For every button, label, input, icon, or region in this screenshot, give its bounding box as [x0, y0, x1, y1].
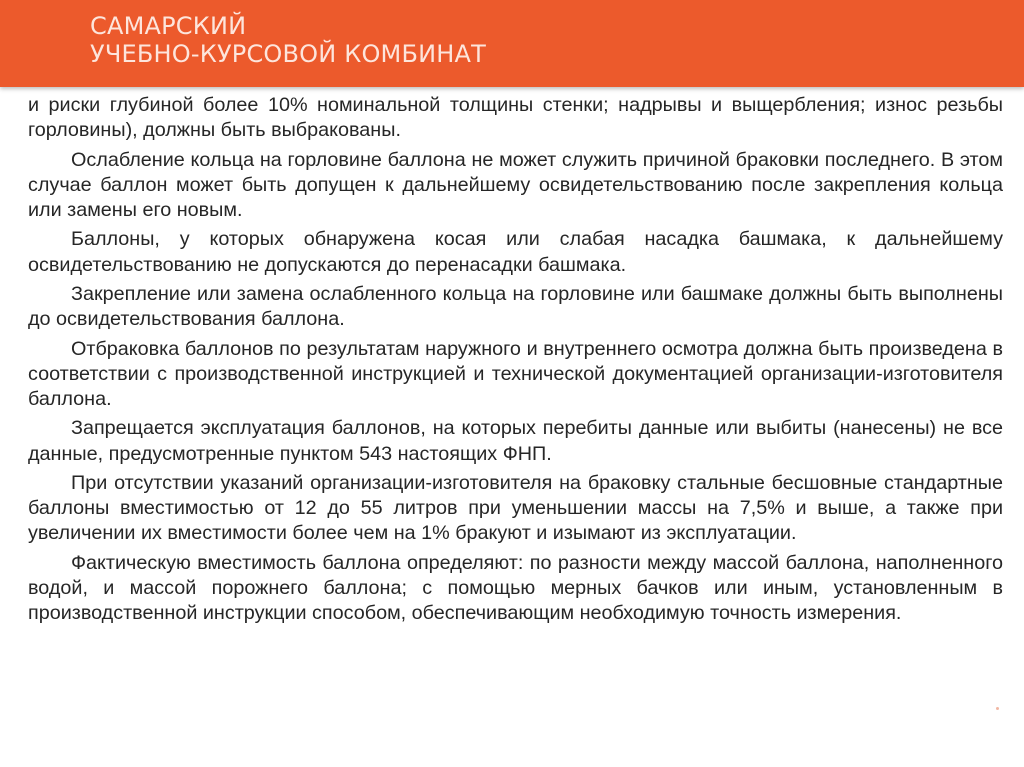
paragraph-8: Фактическую вместимость баллона определяют: по разности между массой баллона, наполненного водой, и массой порожнего баллона; с помощью мерных бачков или иным, установленным в производственной инструкции способом, обеспечивающим необходимую точность измерения.: [28, 551, 1003, 625]
decorative-dot: [996, 707, 999, 710]
organization-name-line-1: САМАРСКИЙ: [90, 12, 247, 40]
paragraph-6: Запрещается эксплуатация баллонов, на которых перебиты данные или выбиты (нанесены) не все данные, предусмотренные пунктом 543 настоящих ФНП.: [28, 417, 1003, 465]
paragraph-2: Ослабление кольца на горловине баллона не может служить причиной браковки последнего. В этом случае баллон может быть допущен к дальнейшему освидетельствованию после закрепления кольца или замены его новым.: [28, 148, 1003, 221]
paragraph-1: и риски глубиной более 10% номинальной толщины стенки; надрывы и выщербления; износ резьбы горловины), должны быть выбракованы.: [28, 94, 1003, 142]
organization-name: [90, 12, 486, 68]
paragraph-7: При отсутствии указаний организации-изготовителя на браковку стальные бесшовные стандартные баллоны вместимостью от 12 до 55 литров при уменьшении массы на 7,5% и выше, а также при увеличении их вместимости более чем на 1% бракуют и изымают из эксплуатации.: [28, 471, 1003, 545]
paragraph-4: Закрепление или замена ослабленного кольца на горловине или башмаке должны быть выполнены до освидетельствования баллона.: [28, 282, 1003, 331]
organization-name-line-2: УЧЕБНО-КУРСОВОЙ КОМБИНАТ: [90, 40, 487, 68]
paragraph-3: Баллоны, у которых обнаружена косая или слабая насадка башмака, к дальнейшему освидетельствованию не допускаются до перенасадки башмака.: [28, 228, 1003, 276]
slide-header: [0, 0, 1024, 87]
paragraph-5: Отбраковка баллонов по результатам наружного и внутреннего осмотра должна быть произведена в соответствии с производственной инструкцией и технической документацией организации-изготовителя баллона.: [28, 337, 1003, 410]
body-text: [28, 93, 1003, 631]
